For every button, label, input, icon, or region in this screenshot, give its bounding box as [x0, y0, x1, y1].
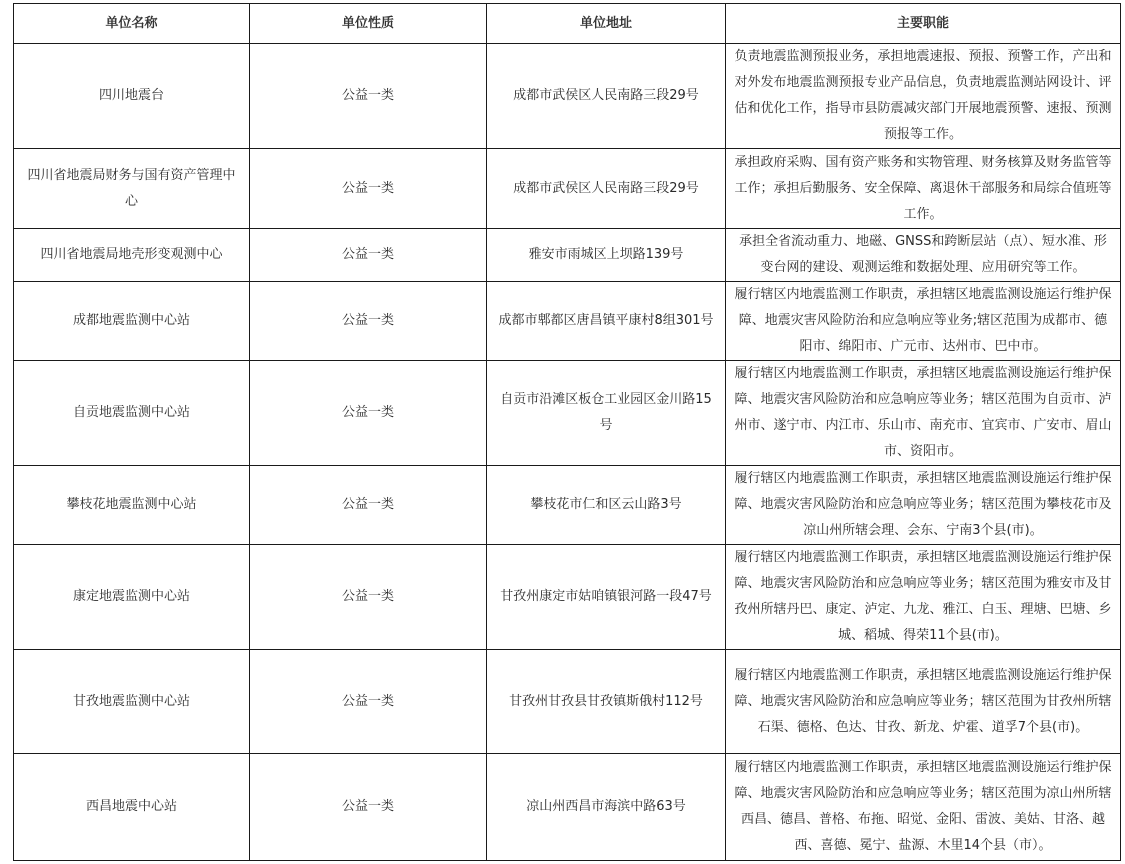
cell-unit-name: 四川省地震局财务与国有资产管理中心 [14, 149, 250, 229]
cell-unit-address: 成都市武侯区人民南路三段29号 [487, 44, 726, 149]
header-unit-type: 单位性质 [250, 4, 487, 44]
cell-unit-type: 公益一类 [250, 229, 487, 282]
cell-unit-name: 成都地震监测中心站 [14, 282, 250, 361]
cell-main-duties: 履行辖区内地震监测工作职责，承担辖区地震监测设施运行维护保障、地震灾害风险防治和应急响应等业务；辖区范围为攀枝花市及凉山州所辖会理、会东、宁南3个县(市)。 [726, 466, 1121, 545]
cell-unit-type: 公益一类 [250, 44, 487, 149]
cell-unit-name: 康定地震监测中心站 [14, 545, 250, 650]
units-table [13, 3, 1121, 861]
header-unit-address: 单位地址 [487, 4, 726, 44]
cell-unit-address: 甘孜州康定市姑咱镇银河路一段47号 [487, 545, 726, 650]
cell-unit-address: 甘孜州甘孜县甘孜镇斯俄村112号 [487, 650, 726, 754]
table-row [14, 754, 1121, 861]
header-unit-name: 单位名称 [14, 4, 250, 44]
cell-unit-name: 自贡地震监测中心站 [14, 361, 250, 466]
cell-main-duties: 履行辖区内地震监测工作职责，承担辖区地震监测设施运行维护保障、地震灾害风险防治和应急响应等业务；辖区范围为甘孜州所辖石渠、德格、色达、甘孜、新龙、炉霍、道孚7个县(市)。 [726, 650, 1121, 754]
cell-unit-type: 公益一类 [250, 650, 487, 754]
table-row [14, 361, 1121, 466]
cell-main-duties: 履行辖区内地震监测工作职责，承担辖区地震监测设施运行维护保障、地震灾害风险防治和应急响应等业务；辖区范围为凉山州所辖西昌、德昌、普格、布拖、昭觉、金阳、雷波、美姑、甘洛、越西、喜德、冕宁、盐源、木里14个县（市）。 [726, 754, 1121, 861]
cell-unit-name: 甘孜地震监测中心站 [14, 650, 250, 754]
cell-main-duties: 履行辖区内地震监测工作职责，承担辖区地震监测设施运行维护保障、地震灾害风险防治和应急响应等业务；辖区范围为自贡市、泸州市、遂宁市、内江市、乐山市、南充市、宜宾市、广安市、眉山市、资阳市。 [726, 361, 1121, 466]
header-row [14, 4, 1121, 44]
cell-main-duties: 履行辖区内地震监测工作职责，承担辖区地震监测设施运行维护保障、地震灾害风险防治和应急响应等业务;辖区范围为成都市、德阳市、绵阳市、广元市、达州市、巴中市。 [726, 282, 1121, 361]
cell-unit-type: 公益一类 [250, 361, 487, 466]
table-row [14, 282, 1121, 361]
cell-unit-name: 四川省地震局地壳形变观测中心 [14, 229, 250, 282]
table-row [14, 229, 1121, 282]
cell-unit-name: 四川地震台 [14, 44, 250, 149]
cell-unit-address: 凉山州西昌市海滨中路63号 [487, 754, 726, 861]
table-row [14, 466, 1121, 545]
cell-main-duties: 承担全省流动重力、地磁、GNSS和跨断层站（点）、短水准、形变台网的建设、观测运维和数据处理、应用研究等工作。 [726, 229, 1121, 282]
cell-unit-type: 公益一类 [250, 545, 487, 650]
cell-unit-type: 公益一类 [250, 149, 487, 229]
cell-unit-name: 西昌地震中心站 [14, 754, 250, 861]
cell-unit-type: 公益一类 [250, 282, 487, 361]
cell-unit-address: 成都市武侯区人民南路三段29号 [487, 149, 726, 229]
table-row [14, 650, 1121, 754]
cell-unit-address: 自贡市沿滩区板仓工业园区金川路15号 [487, 361, 726, 466]
cell-main-duties: 承担政府采购、国有资产账务和实物管理、财务核算及财务监管等工作；承担后勤服务、安全保障、离退休干部服务和局综合值班等工作。 [726, 149, 1121, 229]
cell-unit-name: 攀枝花地震监测中心站 [14, 466, 250, 545]
table-row [14, 44, 1121, 149]
cell-main-duties: 履行辖区内地震监测工作职责，承担辖区地震监测设施运行维护保障、地震灾害风险防治和应急响应等业务；辖区范围为雅安市及甘孜州所辖丹巴、康定、泸定、九龙、雅江、白玉、理塘、巴塘、乡城、稻城、得荣11个县(市)。 [726, 545, 1121, 650]
table-row [14, 149, 1121, 229]
cell-unit-address: 雅安市雨城区上坝路139号 [487, 229, 726, 282]
cell-main-duties: 负责地震监测预报业务，承担地震速报、预报、预警工作，产出和对外发布地震监测预报专业产品信息，负责地震监测站网设计、评估和优化工作，指导市县防震减灾部门开展地震预警、速报、预测预报等工作。 [726, 44, 1121, 149]
header-main-duties: 主要职能 [726, 4, 1121, 44]
cell-unit-type: 公益一类 [250, 466, 487, 545]
cell-unit-type: 公益一类 [250, 754, 487, 861]
cell-unit-address: 成都市郫都区唐昌镇平康村8组301号 [487, 282, 726, 361]
cell-unit-address: 攀枝花市仁和区云山路3号 [487, 466, 726, 545]
table-row [14, 545, 1121, 650]
